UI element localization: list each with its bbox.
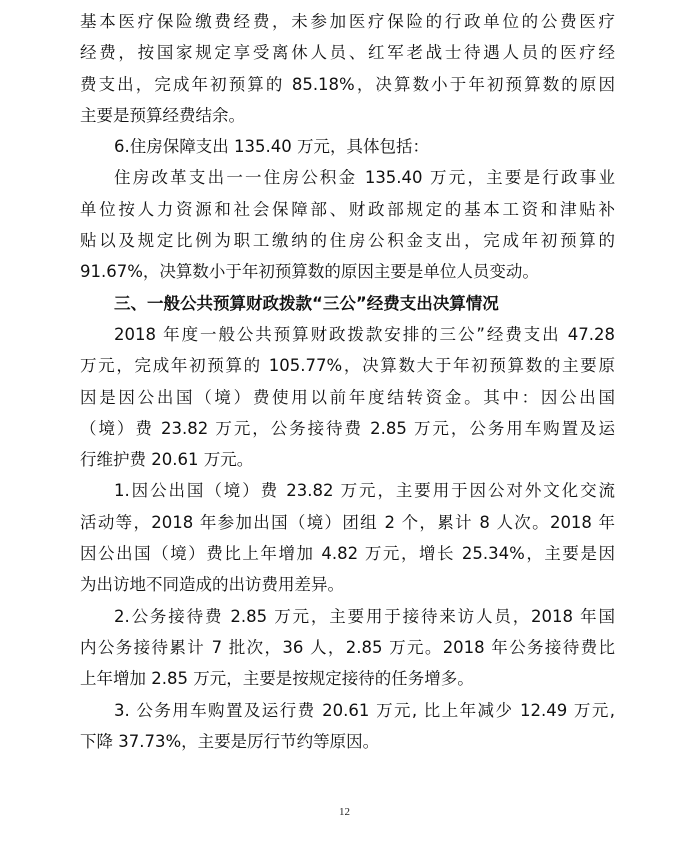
body-line-20: 2.公务接待费 2.85 万元，主要用于接待来访人员，2018 年国 <box>114 606 615 626</box>
body-line-16: 1.因公出国（境）费 23.82 万元，主要用于因公对外文化交流 <box>114 481 615 501</box>
housing-section-title: 6.住房保障支出 135.40 万元，具体包括： <box>114 137 429 157</box>
body-line-21: 内公务接待累计 7 批次，36 人，2.85 万元。2018 年公务接待费比 <box>80 637 615 657</box>
body-line-22: 上年增加 2.85 万元，主要是按规定接待的任务增多。 <box>80 669 474 689</box>
body-line-7: 单位按人力资源和社会保障部、财政部规定的基本工资和津贴补 <box>80 199 615 219</box>
body-line-13: 因是因公出国（境）费使用以前年度结转资金。其中：因公出国 <box>80 387 615 407</box>
body-line-23: 3. 公务用车购置及运行费 20.61 万元, 比上年减少 12.49 万元, <box>114 700 615 720</box>
body-line-24: 下降 37.73%，主要是厉行节约等原因。 <box>80 731 380 751</box>
body-line-12: 万元，完成年初预算的 105.77%，决算数大于年初预算数的主要原 <box>80 356 615 376</box>
body-line-15: 行维护费 20.61 万元。 <box>80 450 254 470</box>
body-line-14: （境）费 23.82 万元，公务接待费 2.85 万元，公务用车购置及运 <box>80 418 615 438</box>
body-line-18: 因公出国（境）费比上年增加 4.82 万元，增长 25.34%，主要是因 <box>80 544 615 564</box>
body-line-8: 贴以及规定比例为职工缴纳的住房公积金支出，完成年初预算的 <box>80 231 615 251</box>
body-line-11: 2018 年度一般公共预算财政拨款安排的三公”经费支出 47.28 <box>114 324 615 344</box>
page-number: 12 <box>339 806 350 818</box>
body-line-1: 基本医疗保险缴费经费，未参加医疗保险的行政单位的公费医疗 <box>80 12 615 31</box>
body-line-4: 主要是预算经费结余。 <box>80 105 245 125</box>
body-line-17: 活动等，2018 年参加出国（境）团组 2 个，累计 8 人次。2018 年 <box>80 512 615 532</box>
body-line-3: 费支出，完成年初预算的 85.18%，决算数小于年初预算数的原因 <box>80 74 615 94</box>
body-line-19: 为出访地不同造成的出访费用差异。 <box>80 575 344 595</box>
body-line-6: 住房改革支出一一住房公积金 135.40 万元，主要是行政事业 <box>114 168 615 188</box>
body-line-2: 经费，按国家规定享受离休人员、红军老战士待遇人员的医疗经 <box>80 43 615 63</box>
document-body <box>80 6 615 757</box>
body-line-9: 91.67%，决算数小于年初预算数的原因主要是单位人员变动。 <box>80 262 539 282</box>
section-heading-three-public: 三、一般公共预算财政拨款“三公”经费支出决算情况 <box>114 293 499 313</box>
